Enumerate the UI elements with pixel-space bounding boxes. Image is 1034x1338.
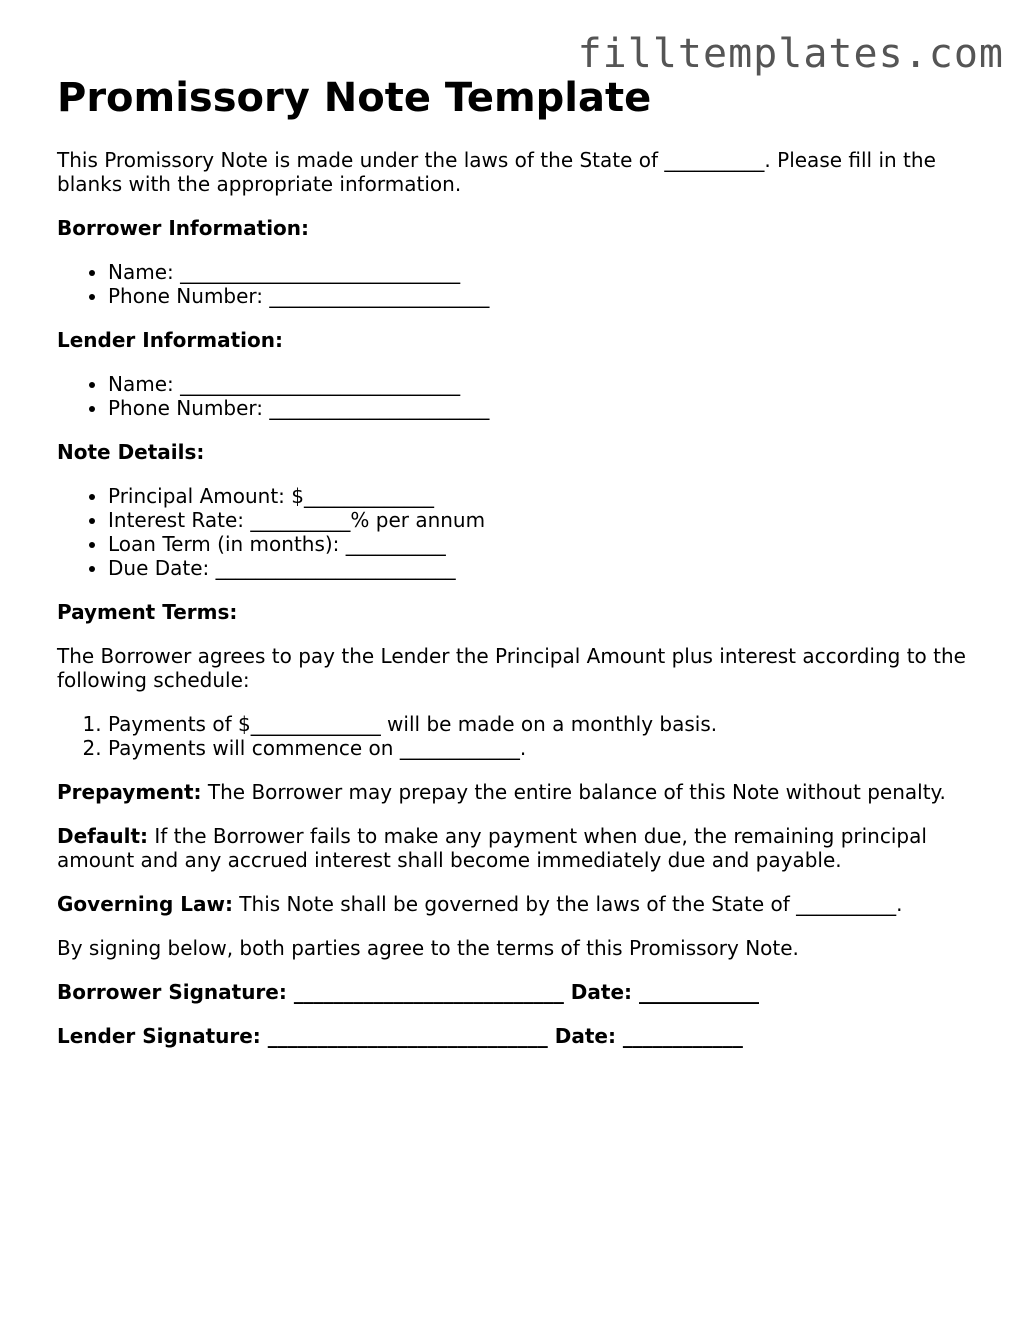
borrower-signature-line: Borrower Signature: ___________________________ Date: ____________ [57, 980, 759, 1004]
governing-law-label: Governing Law: [57, 892, 233, 916]
principal-amount-item: • Principal Amount: $_____________ [108, 484, 987, 508]
payment-terms-heading: Payment Terms: [57, 600, 238, 624]
note-details-heading: Note Details: [57, 440, 205, 464]
borrower-name-item: • Name: ____________________________ [108, 260, 987, 284]
lender-list [57, 372, 987, 420]
payment-schedule-list [57, 712, 987, 760]
lender-name-item: • Name: ____________________________ [108, 372, 987, 396]
prepayment-paragraph [57, 780, 987, 804]
document-body [57, 74, 987, 1068]
payment-terms-paragraph: The Borrower agrees to pay the Lender the Principal Amount plus interest according to the following schedule: [57, 644, 966, 692]
borrower-phone-item: • Phone Number: ______________________ [108, 284, 987, 308]
lender-signature-line: Lender Signature: ____________________________ Date: ____________ [57, 1024, 743, 1048]
governing-law-paragraph [57, 892, 987, 916]
intro-paragraph: This Promissory Note is made under the laws of the State of __________. Please fill in the blanks with the appropriate information. [57, 148, 936, 196]
interest-rate-item: • Interest Rate: __________% per annum [108, 508, 987, 532]
watermark-logo: filltemplates.com [577, 31, 1004, 77]
note-details-list [57, 484, 987, 580]
default-text: If the Borrower fails to make any payment when due, the remaining principal amount and any accrued interest shall become immediately due and payable. [57, 824, 927, 872]
loan-term-item: • Loan Term (in months): __________ [108, 532, 987, 556]
lender-heading: Lender Information: [57, 328, 283, 352]
borrower-list [57, 260, 987, 308]
lender-phone-item: • Phone Number: ______________________ [108, 396, 987, 420]
default-paragraph [57, 824, 987, 872]
signing-statement: By signing below, both parties agree to the terms of this Promissory Note. [57, 936, 799, 960]
payment-amount-item: 1. Payments of $_____________ will be made on a monthly basis. [108, 712, 987, 736]
default-label: Default: [57, 824, 149, 848]
prepayment-text: The Borrower may prepay the entire balance of this Note without penalty. [201, 780, 946, 804]
borrower-heading: Borrower Information: [57, 216, 310, 240]
governing-law-text: This Note shall be governed by the laws of the State of __________. [232, 892, 903, 916]
due-date-item: • Due Date: ________________________ [108, 556, 987, 580]
payment-commence-item: 2. Payments will commence on ____________. [108, 736, 987, 760]
prepayment-label: Prepayment: [57, 780, 202, 804]
page-title: Promissory Note Template [57, 75, 652, 121]
